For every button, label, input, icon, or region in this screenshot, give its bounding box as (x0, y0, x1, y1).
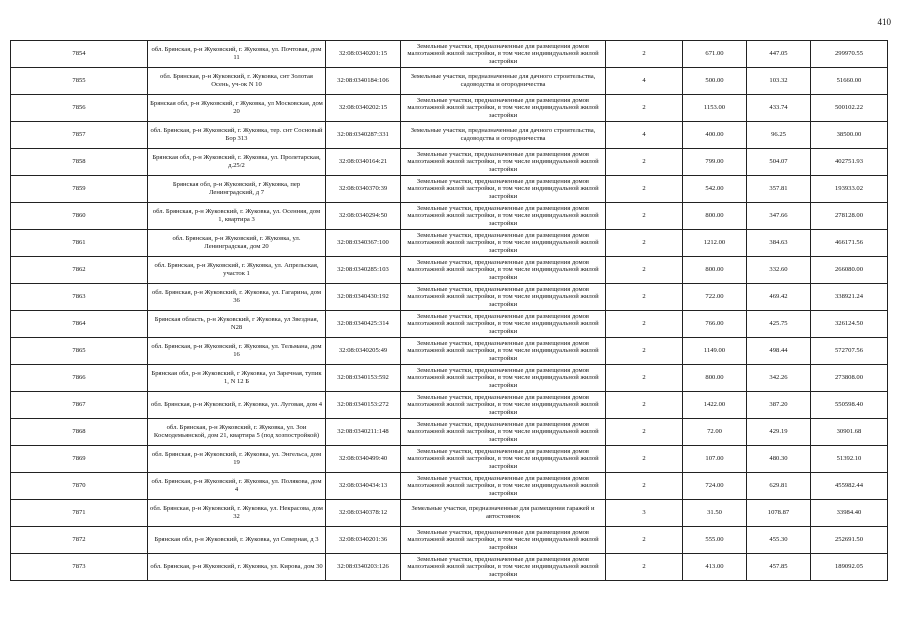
specific-value-cell: 387.20 (747, 392, 811, 419)
address-cell: Брянская обл, р-н Жуковский, г Жуковка, ул Заречная, тупик 1, N 12 Б (148, 365, 326, 392)
table-row (11, 149, 888, 176)
table-row (11, 95, 888, 122)
use-group-cell: 4 (606, 68, 683, 95)
address-cell: Брянская обл, р-н Жуковский, г Жуковка, пер Ленинградский, д 7 (148, 176, 326, 203)
specific-value-cell: 480.30 (747, 446, 811, 473)
record-number-cell: 7858 (11, 149, 148, 176)
record-number-cell: 7867 (11, 392, 148, 419)
cadastral-number-cell: 32:08:0340370:39 (326, 176, 401, 203)
table-body (11, 41, 888, 581)
cadastral-value-cell: 278128.00 (811, 203, 888, 230)
permitted-use-cell: Земельные участки, предназначенные для размещения домов малоэтажной жилой застройки, в том числе индивидуальной жилой застройки (401, 473, 606, 500)
table-row (11, 41, 888, 68)
record-number-cell: 7868 (11, 419, 148, 446)
record-number-cell: 7855 (11, 68, 148, 95)
area-cell: 766.00 (683, 311, 747, 338)
specific-value-cell: 384.63 (747, 230, 811, 257)
page-number: 410 (877, 17, 891, 27)
address-cell: обл. Брянская, р-н Жуковский, г. Жуковка, ул. Гагарина, дом 36 (148, 284, 326, 311)
address-cell: обл. Брянская, р-н Жуковский, г. Жуковка, ул. Ленинградская, дом 20 (148, 230, 326, 257)
permitted-use-cell: Земельные участки, предназначенные для размещения домов малоэтажной жилой застройки, в том числе индивидуальной жилой застройки (401, 446, 606, 473)
cadastral-value-cell: 500102.22 (811, 95, 888, 122)
cadastral-number-cell: 32:08:0340153:592 (326, 365, 401, 392)
cadastral-value-cell: 466171.56 (811, 230, 888, 257)
specific-value-cell: 357.81 (747, 176, 811, 203)
specific-value-cell: 433.74 (747, 95, 811, 122)
table-row (11, 365, 888, 392)
table-row (11, 473, 888, 500)
area-cell: 107.00 (683, 446, 747, 473)
cadastral-value-cell: 51392.10 (811, 446, 888, 473)
use-group-cell: 2 (606, 392, 683, 419)
permitted-use-cell: Земельные участки, предназначенные для размещения домов малоэтажной жилой застройки, в том числе индивидуальной жилой застройки (401, 338, 606, 365)
area-cell: 799.00 (683, 149, 747, 176)
cadastral-number-cell: 32:08:0340294:50 (326, 203, 401, 230)
area-cell: 722.00 (683, 284, 747, 311)
permitted-use-cell: Земельные участки, предназначенные для дачного строительства, садоводства и огородничества (401, 68, 606, 95)
use-group-cell: 2 (606, 95, 683, 122)
address-cell: Брянская обл, р-н Жуковский, г. Жуковка, ул Северная, д 3 (148, 527, 326, 554)
area-cell: 31.50 (683, 500, 747, 527)
area-cell: 1149.00 (683, 338, 747, 365)
cadastral-value-cell: 266080.00 (811, 257, 888, 284)
specific-value-cell: 629.81 (747, 473, 811, 500)
permitted-use-cell: Земельные участки, предназначенные для размещения домов малоэтажной жилой застройки, в том числе индивидуальной жилой застройки (401, 419, 606, 446)
specific-value-cell: 498.44 (747, 338, 811, 365)
specific-value-cell: 455.30 (747, 527, 811, 554)
cadastral-number-cell: 32:08:0340164:21 (326, 149, 401, 176)
record-number-cell: 7872 (11, 527, 148, 554)
use-group-cell: 2 (606, 365, 683, 392)
permitted-use-cell: Земельные участки, предназначенные для размещения домов малоэтажной жилой застройки, в том числе индивидуальной жилой застройки (401, 392, 606, 419)
table-row (11, 311, 888, 338)
specific-value-cell: 425.75 (747, 311, 811, 338)
specific-value-cell: 332.60 (747, 257, 811, 284)
permitted-use-cell: Земельные участки, предназначенные для размещения домов малоэтажной жилой застройки, в том числе индивидуальной жилой застройки (401, 230, 606, 257)
area-cell: 1212.00 (683, 230, 747, 257)
permitted-use-cell: Земельные участки, предназначенные для размещения домов малоэтажной жилой застройки, в том числе индивидуальной жилой застройки (401, 284, 606, 311)
table-row (11, 392, 888, 419)
area-cell: 400.00 (683, 122, 747, 149)
table-row (11, 230, 888, 257)
use-group-cell: 2 (606, 473, 683, 500)
cadastral-number-cell: 32:08:0340378:12 (326, 500, 401, 527)
cadastral-value-cell: 273808.00 (811, 365, 888, 392)
specific-value-cell: 1078.87 (747, 500, 811, 527)
cadastral-number-cell: 32:08:0340430:192 (326, 284, 401, 311)
cadastral-number-cell: 32:08:0340153:272 (326, 392, 401, 419)
cadastral-value-cell: 189092.05 (811, 554, 888, 581)
table-row (11, 527, 888, 554)
address-cell: обл. Брянская, р-н Жуковский, г. Жуковка, ул. Тельмана, дом 16 (148, 338, 326, 365)
area-cell: 724.00 (683, 473, 747, 500)
permitted-use-cell: Земельные участки, предназначенные для размещения домов малоэтажной жилой застройки, в том числе индивидуальной жилой застройки (401, 257, 606, 284)
address-cell: обл. Брянская, р-н Жуковский, г. Жуковка, ул. Зои Космодемьянской, дом 21, квартира 5 (под хозпостройкой) (148, 419, 326, 446)
permitted-use-cell: Земельные участки, предназначенные для размещения гаражей и автостоянок (401, 500, 606, 527)
record-number-cell: 7862 (11, 257, 148, 284)
cadastral-number-cell: 32:08:0340211:148 (326, 419, 401, 446)
use-group-cell: 2 (606, 311, 683, 338)
use-group-cell: 2 (606, 446, 683, 473)
area-cell: 413.00 (683, 554, 747, 581)
address-cell: обл. Брянская, р-н Жуковский, г. Жуковка, ул. Почтовая, дом 11 (148, 41, 326, 68)
use-group-cell: 2 (606, 149, 683, 176)
area-cell: 72.00 (683, 419, 747, 446)
permitted-use-cell: Земельные участки, предназначенные для размещения домов малоэтажной жилой застройки, в том числе индивидуальной жилой застройки (401, 311, 606, 338)
record-number-cell: 7861 (11, 230, 148, 257)
cadastral-number-cell: 32:08:0340367:100 (326, 230, 401, 257)
specific-value-cell: 347.66 (747, 203, 811, 230)
area-cell: 671.00 (683, 41, 747, 68)
use-group-cell: 2 (606, 554, 683, 581)
table-row (11, 176, 888, 203)
cadastral-number-cell: 32:08:0340205:49 (326, 338, 401, 365)
cadastral-value-cell: 38500.00 (811, 122, 888, 149)
cadastral-number-cell: 32:08:0340499:40 (326, 446, 401, 473)
permitted-use-cell: Земельные участки, предназначенные для размещения домов малоэтажной жилой застройки, в том числе индивидуальной жилой застройки (401, 95, 606, 122)
record-number-cell: 7870 (11, 473, 148, 500)
record-number-cell: 7854 (11, 41, 148, 68)
area-cell: 1422.00 (683, 392, 747, 419)
address-cell: обл. Брянская, р-н Жуковский, г. Жуковка, ул. Апрельская, участок 1 (148, 257, 326, 284)
address-cell: Брянская обл, р-н Жуковский, г Жуковка, ул Московская, дом 20 (148, 95, 326, 122)
cadastral-value-cell: 193933.02 (811, 176, 888, 203)
table-row (11, 338, 888, 365)
land-registry-table (10, 40, 888, 581)
cadastral-value-cell: 455982.44 (811, 473, 888, 500)
record-number-cell: 7856 (11, 95, 148, 122)
use-group-cell: 2 (606, 419, 683, 446)
use-group-cell: 3 (606, 500, 683, 527)
cadastral-value-cell: 51660.00 (811, 68, 888, 95)
address-cell: обл. Брянская, р-н Жуковский, г. Жуковка, тер. снт Сосновый Бор 313 (148, 122, 326, 149)
table-row (11, 284, 888, 311)
record-number-cell: 7873 (11, 554, 148, 581)
permitted-use-cell: Земельные участки, предназначенные для размещения домов малоэтажной жилой застройки, в том числе индивидуальной жилой застройки (401, 203, 606, 230)
cadastral-value-cell: 550598.40 (811, 392, 888, 419)
cadastral-number-cell: 32:08:0340425:314 (326, 311, 401, 338)
cadastral-value-cell: 402751.93 (811, 149, 888, 176)
record-number-cell: 7866 (11, 365, 148, 392)
specific-value-cell: 504.07 (747, 149, 811, 176)
permitted-use-cell: Земельные участки, предназначенные для размещения домов малоэтажной жилой застройки, в том числе индивидуальной жилой застройки (401, 554, 606, 581)
record-number-cell: 7864 (11, 311, 148, 338)
address-cell: обл. Брянская, р-н Жуковский, г. Жуковка, ул. Кирова, дом 30 (148, 554, 326, 581)
specific-value-cell: 342.26 (747, 365, 811, 392)
use-group-cell: 2 (606, 338, 683, 365)
address-cell: Брянская область, р-н Жуковский, г Жуковка, ул Звездная, N28 (148, 311, 326, 338)
cadastral-value-cell: 572707.56 (811, 338, 888, 365)
permitted-use-cell: Земельные участки, предназначенные для размещения домов малоэтажной жилой застройки, в том числе индивидуальной жилой застройки (401, 365, 606, 392)
table-row (11, 203, 888, 230)
cadastral-value-cell: 299970.55 (811, 41, 888, 68)
use-group-cell: 2 (606, 203, 683, 230)
cadastral-value-cell: 30901.68 (811, 419, 888, 446)
use-group-cell: 2 (606, 41, 683, 68)
record-number-cell: 7865 (11, 338, 148, 365)
specific-value-cell: 429.19 (747, 419, 811, 446)
record-number-cell: 7863 (11, 284, 148, 311)
permitted-use-cell: Земельные участки, предназначенные для размещения домов малоэтажной жилой застройки, в том числе индивидуальной жилой застройки (401, 41, 606, 68)
address-cell: обл. Брянская, р-н Жуковский, г. Жуковка, ул. Осенняя, дом 1, квартира 3 (148, 203, 326, 230)
permitted-use-cell: Земельные участки, предназначенные для размещения домов малоэтажной жилой застройки, в том числе индивидуальной жилой застройки (401, 176, 606, 203)
permitted-use-cell: Земельные участки, предназначенные для дачного строительства, садоводства и огородничества (401, 122, 606, 149)
area-cell: 800.00 (683, 365, 747, 392)
table-row (11, 419, 888, 446)
cadastral-number-cell: 32:08:0340201:15 (326, 41, 401, 68)
area-cell: 1153.00 (683, 95, 747, 122)
use-group-cell: 2 (606, 176, 683, 203)
use-group-cell: 2 (606, 284, 683, 311)
address-cell: обл. Брянская, р-н Жуковский, г. Жуковка, ул. Энгельса, дом 19 (148, 446, 326, 473)
specific-value-cell: 447.05 (747, 41, 811, 68)
specific-value-cell: 469.42 (747, 284, 811, 311)
address-cell: обл. Брянская, р-н Жуковский, г. Жуковка, ул. Полякова, дом 4 (148, 473, 326, 500)
use-group-cell: 2 (606, 230, 683, 257)
permitted-use-cell: Земельные участки, предназначенные для размещения домов малоэтажной жилой застройки, в том числе индивидуальной жилой застройки (401, 527, 606, 554)
cadastral-value-cell: 252691.50 (811, 527, 888, 554)
table-row (11, 446, 888, 473)
cadastral-value-cell: 326124.50 (811, 311, 888, 338)
permitted-use-cell: Земельные участки, предназначенные для размещения домов малоэтажной жилой застройки, в том числе индивидуальной жилой застройки (401, 149, 606, 176)
record-number-cell: 7857 (11, 122, 148, 149)
area-cell: 542.00 (683, 176, 747, 203)
cadastral-number-cell: 32:08:0340285:103 (326, 257, 401, 284)
cadastral-number-cell: 32:08:0340287:331 (326, 122, 401, 149)
use-group-cell: 2 (606, 257, 683, 284)
address-cell: Брянская обл, р-н Жуковский, г. Жуковка, ул. Пролетарская, д.25/2 (148, 149, 326, 176)
area-cell: 800.00 (683, 203, 747, 230)
area-cell: 800.00 (683, 257, 747, 284)
table-row (11, 122, 888, 149)
use-group-cell: 4 (606, 122, 683, 149)
cadastral-number-cell: 32:08:0340202:15 (326, 95, 401, 122)
use-group-cell: 2 (606, 527, 683, 554)
record-number-cell: 7860 (11, 203, 148, 230)
record-number-cell: 7871 (11, 500, 148, 527)
specific-value-cell: 457.85 (747, 554, 811, 581)
specific-value-cell: 103.32 (747, 68, 811, 95)
area-cell: 555.00 (683, 527, 747, 554)
address-cell: обл. Брянская, р-н Жуковский, г. Жуковка, ул. Луговая, дом 4 (148, 392, 326, 419)
table-row (11, 68, 888, 95)
cadastral-value-cell: 33984.40 (811, 500, 888, 527)
area-cell: 500.00 (683, 68, 747, 95)
cadastral-number-cell: 32:08:0340184:106 (326, 68, 401, 95)
cadastral-value-cell: 338921.24 (811, 284, 888, 311)
table-row (11, 257, 888, 284)
record-number-cell: 7859 (11, 176, 148, 203)
specific-value-cell: 96.25 (747, 122, 811, 149)
table-row (11, 554, 888, 581)
table-row (11, 500, 888, 527)
address-cell: обл. Брянская, р-н Жуковский, г. Жуковка, ул. Некрасова, дом 32 (148, 500, 326, 527)
cadastral-number-cell: 32:08:0340434:13 (326, 473, 401, 500)
record-number-cell: 7869 (11, 446, 148, 473)
address-cell: обл. Брянская, р-н Жуковский, г. Жуковка, снт Золотая Осень, уч-ок N 10 (148, 68, 326, 95)
cadastral-number-cell: 32:08:0340201:36 (326, 527, 401, 554)
cadastral-number-cell: 32:08:0340203:126 (326, 554, 401, 581)
